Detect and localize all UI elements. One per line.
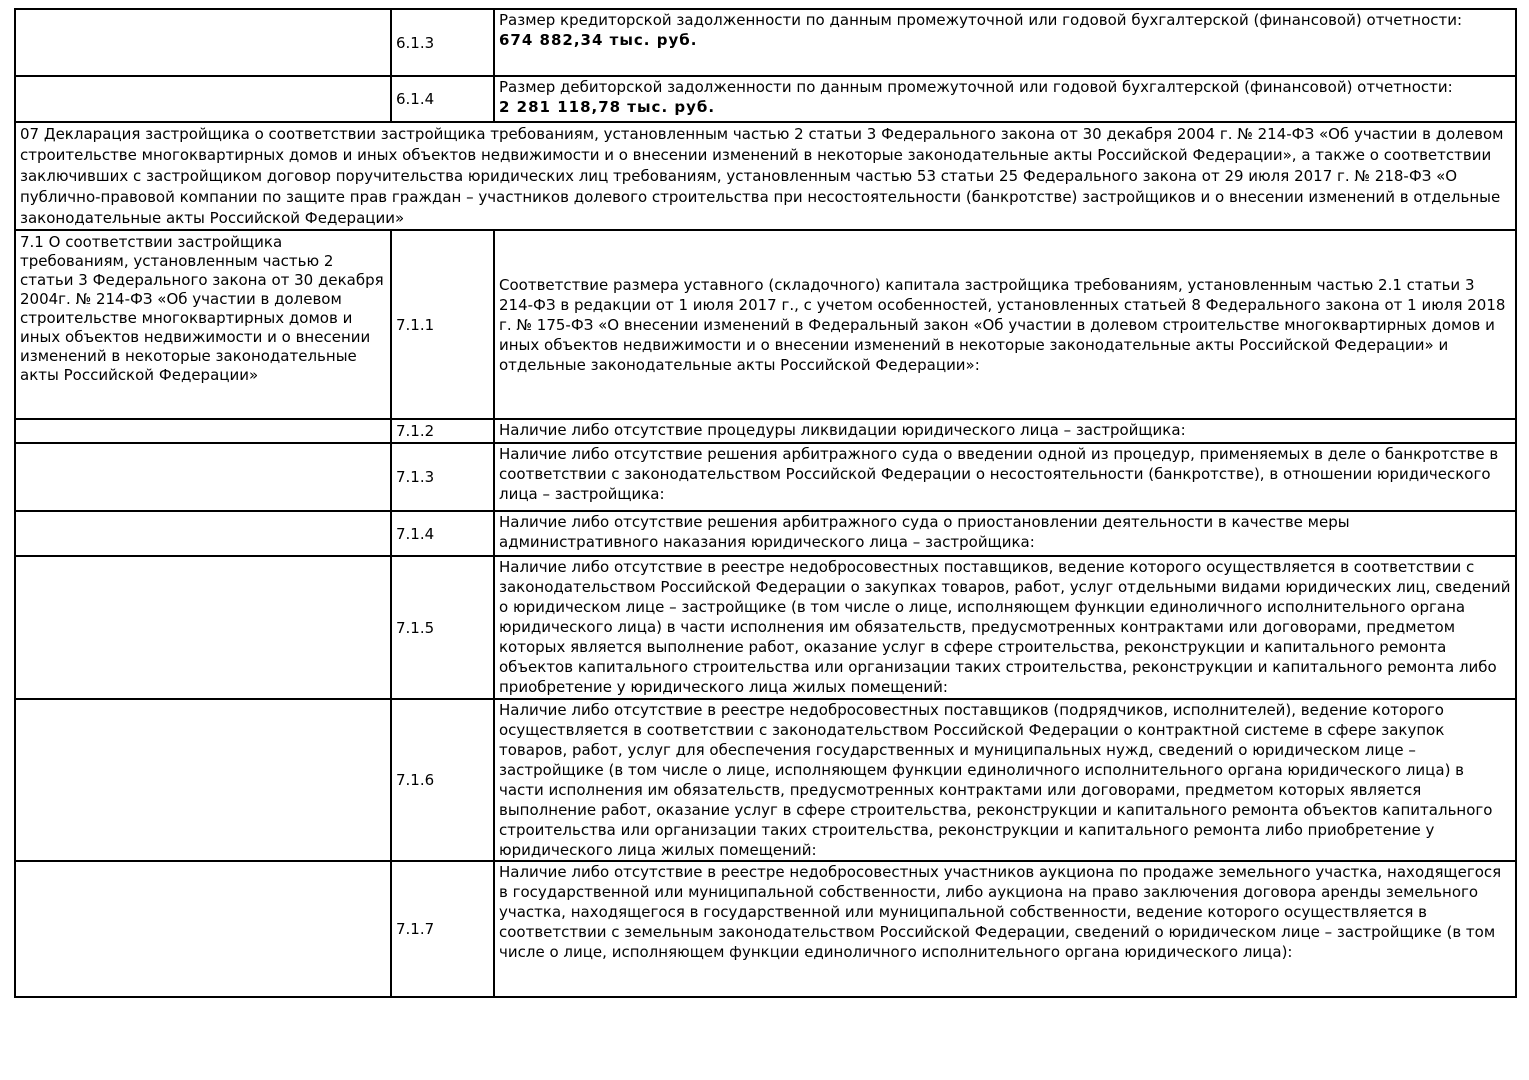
row-number-7-1-1: 7.1.1: [391, 230, 494, 419]
section-7-1-label: 7.1 О соответствии застройщика требованиям, установленным частью 2 статьи 3 Федерального закона от 30 декабря 2004г. № 214-ФЗ «Об участии в долевом строительстве многоквартирных домов и иных объектов недвижимости и о внесении изменений в некоторые законодательные акты Российской Федерации»: [15, 230, 391, 419]
row-number-6-1-3: 6.1.3: [391, 9, 494, 76]
empty-section-cell: [15, 556, 391, 699]
row-value-6-1-3: 674 882,34 тыс. руб.: [499, 31, 698, 49]
table-row-7-1-1: [15, 230, 1516, 419]
table-row-7-1-4: [15, 511, 1516, 556]
table-row-6-1-4: [15, 76, 1516, 122]
row-number-7-1-5: 7.1.5: [391, 556, 494, 699]
empty-section-cell: [15, 419, 391, 443]
table-row-7-1-2: [15, 419, 1516, 443]
row-content-6-1-3: [494, 9, 1516, 76]
table-row-6-1-3: [15, 9, 1516, 76]
row-label-7-1-3: Наличие либо отсутствие решения арбитражного суда о введении одной из процедур, применяемых в деле о банкротстве в соответствии с законодательством Российской Федерации о несостоятельности (банкротстве), в отношении юридического лица – застройщика:: [494, 443, 1516, 511]
row-label-6-1-4: Размер дебиторской задолженности по данным промежуточной или годовой бухгалтерской (финансовой) отчетности:: [499, 78, 1453, 96]
row-content-6-1-4: [494, 76, 1516, 122]
empty-section-cell: [15, 443, 391, 511]
row-label-6-1-3: Размер кредиторской задолженности по данным промежуточной или годовой бухгалтерской (финансовой) отчетности:: [499, 11, 1463, 29]
empty-section-cell: [15, 511, 391, 556]
table-row-7-1-3: [15, 443, 1516, 511]
table-row-section-07: [15, 122, 1516, 230]
row-label-7-1-7: Наличие либо отсутствие в реестре недобросовестных участников аукциона по продаже земельного участка, находящегося в государственной или муниципальной собственности, либо аукциона на право заключения договора аренды земельного участка, находящегося в государственной или муниципальной собственности, ведение которого осуществляется в соответствии с земельным законодательством Российской Федерации, сведений о юридическом лице – застройщике (в том числе о лице, исполняющем функции единоличного исполнительного органа юридического лица):: [494, 861, 1516, 997]
row-label-7-1-5: Наличие либо отсутствие в реестре недобросовестных поставщиков, ведение которого осуществляется в соответствии с законодательством Российской Федерации о закупках товаров, работ, услуг отдельными видами юридических лиц, сведений о юридическом лице – застройщике (в том числе о лице, исполняющем функции единоличного исполнительного органа юридического лица) в части исполнения им обязательств, предусмотренных контрактами или договорами, предметом которых является выполнение работ, оказание услуг в сфере строительства, реконструкции и капитального ремонта объектов капитального строительства или организации таких строительства, реконструкции и капитального ремонта либо приобретение у юридического лица жилых помещений:: [494, 556, 1516, 699]
row-number-7-1-7: 7.1.7: [391, 861, 494, 997]
row-number-7-1-2: 7.1.2: [391, 419, 494, 443]
table-row-7-1-7: [15, 861, 1516, 997]
section-07-header: 07 Декларация застройщика о соответствии застройщика требованиям, установленным частью 2 статьи 3 Федерального закона от 30 декабря 2004 г. № 214-ФЗ «Об участии в долевом строительстве многоквартирных домов и иных объектов недвижимости и о внесении изменений в некоторые законодательные акты Российской Федерации», а также о соответствии заключивших с застройщиком договор поручительства юридических лиц требованиям, установленным частью 53 статьи 25 Федерального закона от 29 июля 2017 г. № 218-ФЗ «О публично-правовой компании по защите прав граждан – участников долевого строительства при несостоятельности (банкротстве) застройщиков и о внесении изменений в отдельные законодательные акты Российской Федерации»: [15, 122, 1516, 230]
row-value-6-1-4: 2 281 118,78 тыс. руб.: [499, 98, 716, 116]
row-label-7-1-2: Наличие либо отсутствие процедуры ликвидации юридического лица – застройщика:: [494, 419, 1516, 443]
empty-section-cell: [15, 699, 391, 861]
empty-section-cell: [15, 9, 391, 76]
table-row-7-1-5: [15, 556, 1516, 699]
declaration-table: [14, 8, 1517, 998]
empty-section-cell: [15, 861, 391, 997]
row-label-7-1-4: Наличие либо отсутствие решения арбитражного суда о приостановлении деятельности в качестве меры административного наказания юридического лица – застройщика:: [494, 511, 1516, 556]
table-row-7-1-6: [15, 699, 1516, 861]
empty-section-cell: [15, 76, 391, 122]
row-number-6-1-4: 6.1.4: [391, 76, 494, 122]
row-number-7-1-4: 7.1.4: [391, 511, 494, 556]
row-label-7-1-1: Соответствие размера уставного (складочного) капитала застройщика требованиям, установленным частью 2.1 статьи 3 214-ФЗ в редакции от 1 июля 2017 г., с учетом особенностей, установленных статьей 8 Федерального закона от 1 июля 2018 г. № 175-ФЗ «О внесении изменений в Федеральный закон «Об участии в долевом строительстве многоквартирных домов и иных объектов недвижимости и о внесении изменений в некоторые законодательные акты Российской Федерации» и отдельные законодательные акты Российской Федерации»:: [494, 230, 1516, 419]
row-label-7-1-6: Наличие либо отсутствие в реестре недобросовестных поставщиков (подрядчиков, исполнителей), ведение которого осуществляется в соответствии с законодательством Российской Федерации о контрактной системе в сфере закупок товаров, работ, услуг для обеспечения государственных и муниципальных нужд, сведений о юридическом лице – застройщике (в том числе о лице, исполняющем функции единоличного исполнительного органа юридического лица) в части исполнения им обязательств, предусмотренных контрактами или договорами, предметом которых является выполнение работ, оказание услуг в сфере строительства, реконструкции и капитального ремонта объектов капитального строительства или организации таких строительства, реконструкции и капитального ремонта либо приобретение у юридического лица жилых помещений:: [494, 699, 1516, 861]
row-number-7-1-6: 7.1.6: [391, 699, 494, 861]
row-number-7-1-3: 7.1.3: [391, 443, 494, 511]
